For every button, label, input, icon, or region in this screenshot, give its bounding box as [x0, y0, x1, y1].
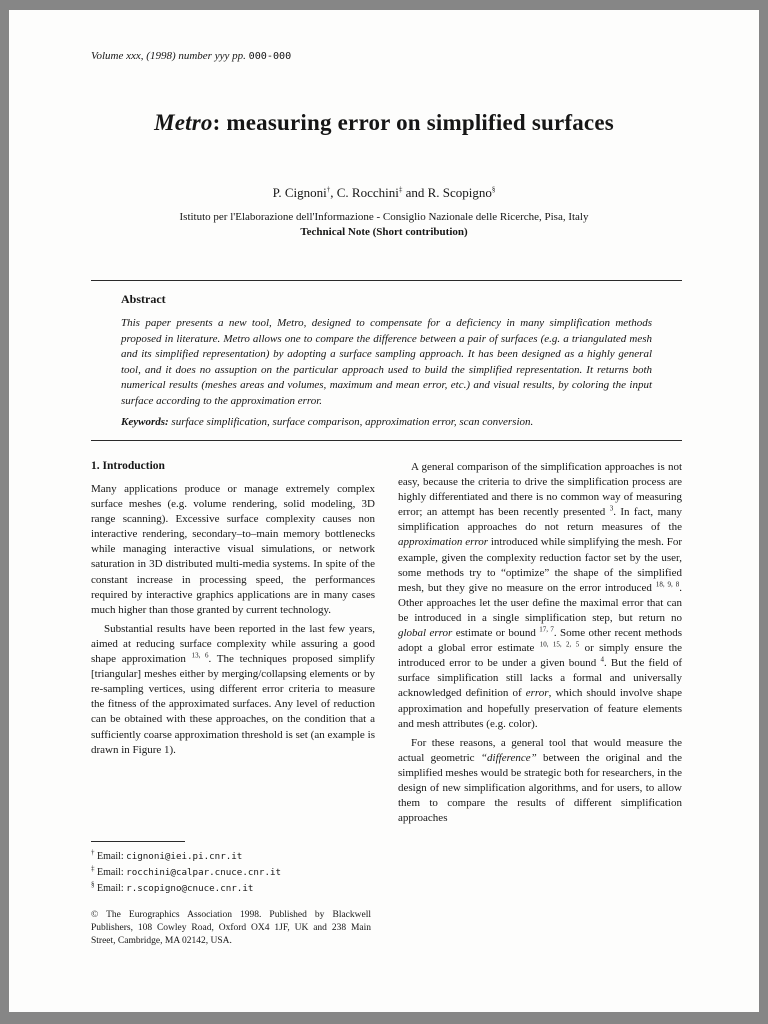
- paragraph-right-2: For these reasons, a general tool that would measure the actual geometric “difference” between the original and the simplified meshes would be strategic both for researchers, in the design of new simplification algorithms, and for users, to allow them to compare the results of different simplification approaches: [398, 736, 682, 825]
- paper-title: Metro: measuring error on simplified surfaces: [154, 110, 614, 135]
- footnote-email-2: ‡ Email: rocchini@calpar.cnuce.cnr.it: [91, 864, 282, 878]
- keywords-label: Keywords:: [121, 416, 169, 428]
- section-heading-introduction: 1. Introduction: [91, 460, 165, 472]
- abstract-text: This paper presents a new tool, Metro, designed to compensate for a deficiency in many simplification methods proposed in literature. Metro allows one to compare the difference between a pair of surfaces (e.g. a triangulated mesh and its simplified representation) by adopting a surface sampling approach. It has been designed as a highly general tool, and it does no assuption on the particular approach used to build the simplified representation. It returns both numerical results (meshes areas and volumes, maximum and mean error, etc.) and visual results, by coloring the input surface according to the approximation error.: [121, 317, 652, 407]
- paragraph-right-1: A general comparison of the simplification approaches is not easy, because the criteria to drive the simplification process are highly differentiated and there is no common way of measuring error; an attempt has been recently presented $^3$. In fact, many simplification approaches do not return measures of the approximation error introduced while simplifying the mesh. For example, given the complexity reduction factor set by the user, some methods try to “optimize” the shape of the simplified mesh, but they give no measure on the error introduced $^{18, 9, 8}$. Other approaches let the user define the maximal error that can be introduced in a single simplification step, but return no global error estimate or bound $^{17, 7}$. Some other recent methods adopt a global error estimate $^{10, 15, 2, 5}$ or simply ensure the introduced error to be under a given bound $^4$. But the field of surface simplification still lacks a formal and universally acknowledged definition of error, which should involve shape approximation and hopefully preservation of feature elements and mesh attributes (e.g. color).: [398, 461, 683, 730]
- paper-page: [9, 10, 759, 1012]
- abstract-section: [91, 280, 682, 441]
- two-column-body: [91, 460, 682, 826]
- right-column: [398, 460, 682, 826]
- abstract-top-rule: [91, 280, 682, 281]
- abstract-bottom-rule: [91, 440, 682, 441]
- keywords-line: [121, 416, 652, 428]
- footnote-email-3: § Email: r.scopigno@cnuce.cnr.it: [91, 880, 254, 894]
- footnote-rule: [91, 841, 185, 842]
- left-column: [91, 460, 375, 826]
- paragraph-left-2: Substantial results have been reported in the last few years, aimed at reducing surface complexity while assuring a good shape approximation $^{13, 6}$. The techniques proposed simplify [triangular] meshes either by merging/collapsing elements or by re-sampling vertices, using different error criteria to measure the fitness of the approximated surfaces. Any level of reduction can be obtained with these approaches, on the condition that a sufficiently coarse approximation threshold is set (an example is drawn in Figure 1).: [91, 622, 376, 756]
- paragraph-left-1: Many applications produce or manage extremely complex surface meshes (e.g. volume rendering, solid modeling, 3D range scanning). Excessive surface complexity causes non interactive rendering, secondary–to–main memory bottlenecks while managing interactive visual simulations, or network saturation in 3D distributed multi-media systems. In spite of the constant increase in processing speed, the performances required by interactive graphics applications are in many cases much higher than those granted by current technology.: [91, 483, 375, 616]
- abstract-heading: Abstract: [121, 292, 166, 306]
- journal-volume-line: Volume xxx, (1998) number yyy pp. 000-000: [91, 50, 292, 62]
- footnotes-block: [91, 841, 375, 898]
- affiliation-line: Istituto per l'Elaborazione dell'Informazione - Consiglio Nazionale delle Ricerche, Pisa, Italy: [179, 211, 589, 223]
- copyright-notice: © The Eurographics Association 1998. Published by Blackwell Publishers, 108 Cowley Road, Oxford OX4 1JF, UK and 238 Main Street, Cambridge, MA 02142, USA.: [91, 910, 371, 946]
- footnote-email-1: † Email: cignoni@iei.pi.cnr.it: [91, 848, 243, 862]
- authors-line: P. Cignoni†, C. Rocchini‡ and R. Scopigno§: [272, 185, 496, 200]
- technical-note-line: Technical Note (Short contribution): [300, 226, 468, 238]
- keywords-text: surface simplification, surface comparison, approximation error, scan conversion.: [168, 416, 534, 428]
